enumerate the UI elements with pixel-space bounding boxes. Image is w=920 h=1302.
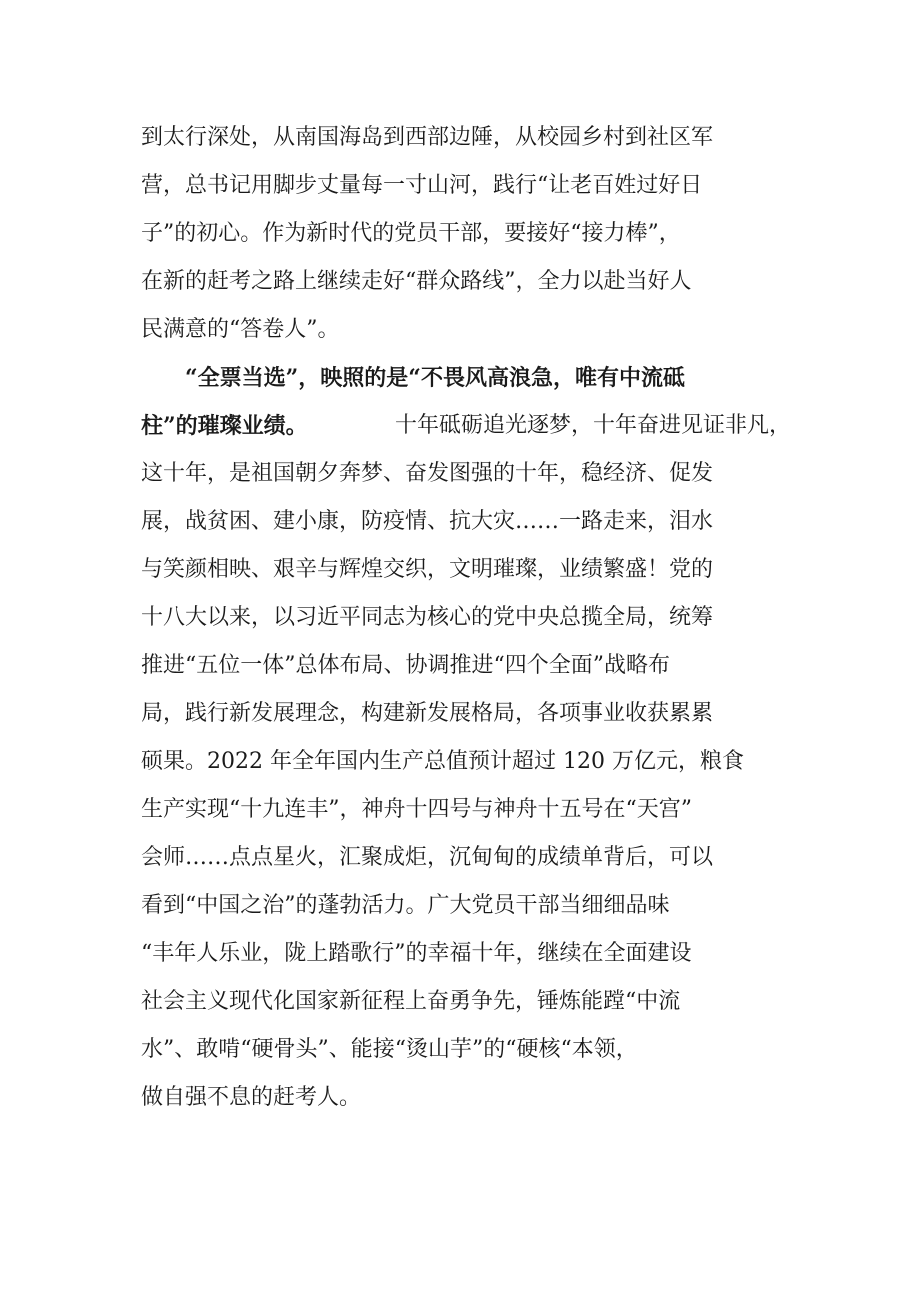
text-line: 社会主义现代化国家新征程上奋勇争先，锤炼能蹚“中流 — [141, 989, 681, 1014]
text-line: 在新的赶考之路上继续走好“群众路线”，全力以赴当好人 — [141, 269, 692, 294]
text-line: 生产实现“十九连丰”，神舟十四号与神舟十五号在“天宫” — [141, 797, 692, 822]
text-segment: 十年砥砺追光逐梦，十年奋进见证非凡， — [394, 413, 791, 438]
text-line: 水”、敢啃“硬骨头”、能接“烫山芋”的“硬核“本领， — [141, 1037, 638, 1062]
text-line: 营，总书记用脚步丈量每一寸山河，践行“让老百姓过好日 — [141, 173, 703, 198]
text-line: 这十年，是祖国朝夕奔梦、奋发图强的十年，稳经济、促发 — [141, 461, 714, 486]
mixed-line — [141, 402, 791, 450]
text-line: “丰年人乐业，陇上踏歌行”的幸福十年，继续在全面建设 — [141, 941, 692, 966]
text-line: 会师……点点星火，汇聚成炬，沉甸甸的成绩单背后，可以 — [141, 845, 714, 870]
paragraph-1 — [141, 114, 791, 354]
text-line: 十八大以来，以习近平同志为核心的党中央总揽全局，统筹 — [141, 605, 714, 630]
bold-heading-tail: 柱”的璀璨业绩。 — [141, 413, 308, 439]
text-line: 与笑颜相映、艰辛与辉煌交织，文明璀璨，业绩繁盛！党的 — [141, 557, 714, 582]
text-line: 局，践行新发展理念，构建新发展格局，各项事业收获累累 — [141, 701, 714, 726]
bold-heading-line: “全票当选”，映照的是“不畏风高浪急，唯有中流砥 — [185, 365, 685, 391]
text-line: 硕果。2022 年全年国内生产总值预计超过 120 万亿元，粮食 — [141, 749, 744, 774]
text-line: 推进“五位一体”总体布局、协调推进“四个全面”战略布 — [141, 653, 670, 678]
text-line: 子”的初心。作为新时代的党员干部，要接好“接力棒”， — [141, 221, 681, 246]
text-line: 展，战贫困、建小康，防疫情、抗大灾……一路走来，泪水 — [141, 509, 714, 534]
text-line: 看到“中国之治”的蓬勃活力。广大党员干部当细细品味 — [141, 893, 670, 918]
text-line: 到太行深处，从南国海岛到西部边陲，从校园乡村到社区军 — [141, 125, 714, 150]
paragraph-2 — [141, 354, 791, 1122]
document-body — [141, 114, 791, 1122]
text-line: 民满意的“答卷人”。 — [141, 317, 340, 342]
text-line: 做自强不息的赶考人。 — [141, 1085, 362, 1110]
